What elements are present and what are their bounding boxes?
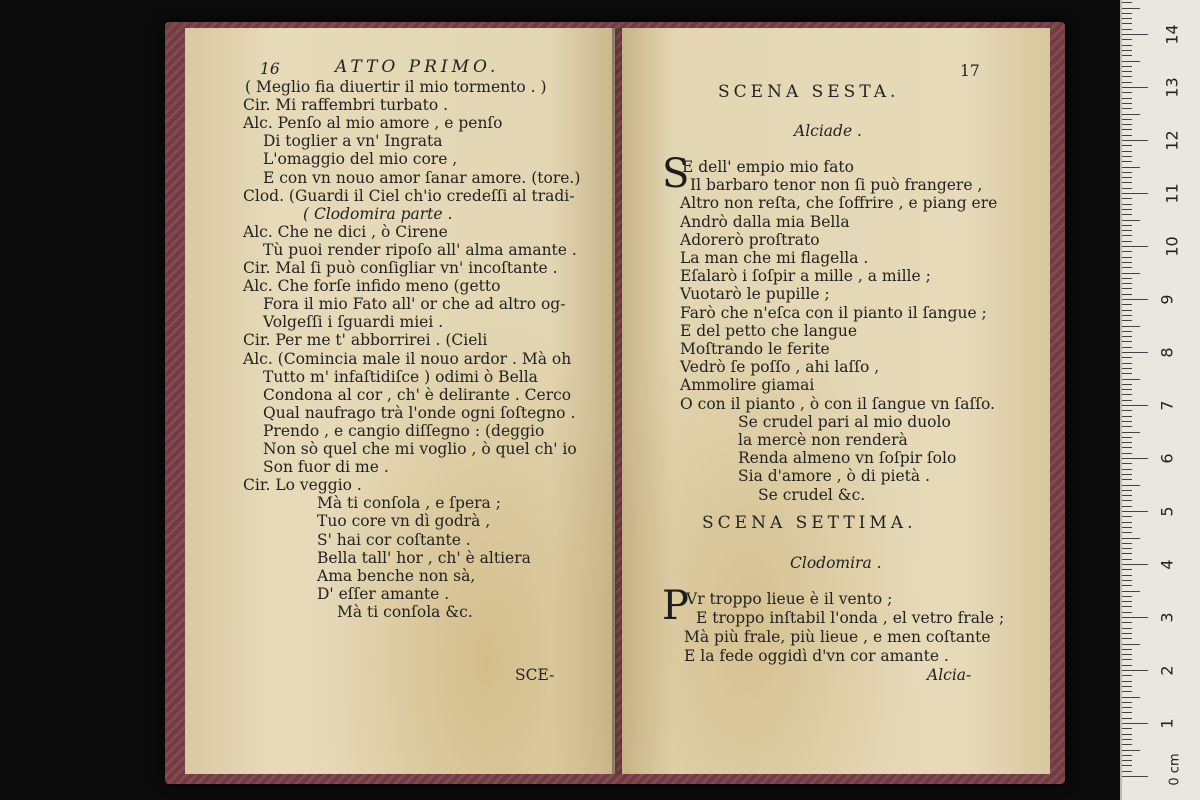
running-head: ATTO PRIMO.	[335, 57, 500, 77]
ruler-tick	[1122, 760, 1132, 761]
ruler-tick	[1122, 728, 1132, 729]
page-number: 16	[260, 60, 280, 78]
ruler-number: 13	[1162, 77, 1182, 98]
ruler-tick	[1122, 273, 1140, 274]
ruler-tick	[1122, 45, 1132, 46]
ruler-tick	[1122, 135, 1132, 136]
text-line: Cir. Lo veggio .	[243, 476, 362, 495]
ruler-number: 2	[1157, 665, 1177, 676]
ruler-number: 3	[1157, 612, 1177, 623]
ruler-tick	[1122, 548, 1132, 549]
page-number: 17	[960, 62, 980, 80]
ruler-tick	[1122, 108, 1132, 109]
ruler-tick	[1122, 612, 1132, 613]
ruler-tick	[1122, 522, 1132, 523]
ruler-tick	[1122, 161, 1132, 162]
ruler-tick	[1122, 681, 1132, 682]
text-line: E troppo inſtabil l'onda , el vetro frale ;	[696, 609, 1005, 627]
ruler-tick	[1122, 177, 1132, 178]
ruler-tick	[1122, 485, 1140, 486]
ruler-tick	[1122, 172, 1132, 173]
text-line: Mà ti conſola , e ſpera ;	[317, 494, 501, 513]
ruler-tick	[1122, 644, 1140, 645]
ruler-tick	[1122, 341, 1132, 342]
ruler-tick	[1122, 294, 1132, 295]
ruler-tick	[1122, 495, 1132, 496]
text-line: Non sò quel che mi voglio , ò quel ch' io	[263, 440, 577, 458]
character-name: Alciade .	[794, 122, 862, 140]
ruler-tick	[1122, 410, 1132, 411]
ruler-tick	[1122, 527, 1132, 528]
ruler-tick	[1122, 458, 1148, 459]
right-page	[622, 28, 1050, 774]
ruler-tick	[1122, 114, 1140, 115]
ruler-tick	[1122, 230, 1132, 231]
ruler-tick	[1122, 304, 1132, 305]
ruler-tick	[1122, 580, 1132, 581]
text-line: Farò che n'eſca con il pianto il ſangue ;	[680, 303, 987, 322]
text-line: Vr troppo lieue è il vento ;	[686, 590, 893, 608]
ruler-tick	[1122, 188, 1132, 189]
text-line: la mercè non renderà	[738, 431, 908, 449]
ruler-tick	[1122, 13, 1132, 14]
ruler-tick	[1122, 2, 1132, 3]
ruler-tick	[1122, 363, 1132, 364]
text-line: O con il pianto , ò con il ſangue vn ſaſſo.	[680, 394, 995, 413]
ruler-tick	[1122, 654, 1132, 655]
ruler-tick	[1122, 34, 1148, 35]
ruler-tick	[1122, 723, 1148, 724]
ruler-tick	[1122, 320, 1132, 321]
ruler-tick	[1122, 702, 1132, 703]
ruler-tick	[1122, 633, 1132, 634]
ruler-tick	[1122, 310, 1132, 311]
text-line: Se crudel &c.	[758, 485, 866, 504]
ruler-tick	[1122, 220, 1140, 221]
ruler-tick	[1122, 198, 1132, 199]
ruler-number: 8	[1157, 347, 1177, 358]
ruler-tick	[1122, 214, 1132, 215]
ruler-tick	[1122, 553, 1132, 554]
ruler-tick	[1122, 500, 1132, 501]
text-line: Se crudel pari al mio duolo	[738, 412, 951, 431]
ruler-tick	[1122, 336, 1132, 337]
ruler-tick	[1122, 426, 1132, 427]
ruler-number: 14	[1162, 24, 1182, 45]
ruler-tick	[1122, 204, 1132, 205]
ruler-tick	[1122, 145, 1132, 146]
ruler-tick	[1122, 670, 1148, 671]
ruler-tick	[1122, 665, 1132, 666]
scene-title: SCENA SETTIMA.	[702, 513, 917, 533]
text-line: Cir. Mi raffembri turbato .	[243, 96, 449, 115]
text-line: Volgeſſi i ſguardi miei .	[263, 313, 444, 332]
ruler-tick	[1122, 532, 1132, 533]
scene-title: SCENA SESTA.	[718, 82, 900, 102]
text-line: Sia d'amore , ò di pietà .	[738, 467, 931, 486]
text-line: Ammolire giamai	[680, 376, 815, 395]
ruler-tick	[1122, 606, 1132, 607]
ruler-tick	[1122, 140, 1148, 141]
text-line: Clod. (Guardi il Ciel ch'io credeſſi al tradi-	[243, 186, 575, 205]
text-line: Adorerò proſtrato	[680, 230, 820, 249]
text-line: E la fede oggidì d'vn cor amante .	[684, 647, 949, 665]
ruler-tick	[1122, 315, 1132, 316]
text-line: Tù puoi render ripoſo all' alma amante .	[263, 240, 577, 259]
text-line: E dell' empio mio fato	[682, 158, 854, 176]
ruler-tick	[1122, 712, 1132, 713]
ruler-tick	[1122, 718, 1132, 719]
text-line: L'omaggio del mio core ,	[263, 150, 458, 169]
drop-cap: P	[662, 583, 689, 629]
ruler-tick	[1122, 384, 1132, 385]
ruler-tick	[1122, 755, 1132, 756]
ruler-number: 6	[1157, 453, 1177, 464]
ruler-number: 1	[1157, 718, 1177, 729]
ruler-tick	[1122, 151, 1132, 152]
ruler-tick	[1122, 92, 1132, 93]
text-line: Qual naufrago trà l'onde ogni ſoſtegno .	[263, 403, 576, 422]
ruler-tick	[1122, 119, 1132, 120]
ruler-tick	[1122, 400, 1132, 401]
text-line: Cir. Per me t' abborrirei . (Cieli	[243, 331, 488, 350]
text-line: Ama benche non sà,	[317, 566, 476, 585]
ruler-tick	[1122, 506, 1132, 507]
ruler-tick	[1122, 601, 1132, 602]
ruler-tick	[1122, 490, 1132, 491]
ruler-tick	[1122, 771, 1132, 772]
ruler-unit: 0 cm	[1167, 753, 1183, 786]
text-line: Mà ti conſola &c.	[337, 602, 473, 621]
ruler-tick	[1122, 262, 1132, 263]
text-line: Alc. Che ne dici , ò Cirene	[243, 222, 448, 241]
text-line: S' hai cor coſtante .	[317, 530, 471, 549]
ruler-tick	[1122, 368, 1132, 369]
ruler-tick	[1122, 447, 1132, 448]
text-line: Alc. Penſo al mio amore , e penſo	[243, 114, 503, 133]
ruler-number: 5	[1157, 506, 1177, 517]
ruler-number: 7	[1157, 400, 1177, 411]
text-line: Condona al cor , ch' è delirante . Cerco	[263, 385, 572, 404]
ruler-tick	[1122, 421, 1132, 422]
ruler-tick	[1122, 575, 1132, 576]
text-line: E del petto che langue	[680, 321, 858, 340]
ruler-tick	[1122, 437, 1132, 438]
ruler-number: 10	[1162, 236, 1182, 257]
ruler-tick	[1122, 622, 1132, 623]
text-line: Eſalarò i ſoſpir a mille , a mille ;	[680, 267, 931, 286]
ruler-tick	[1122, 251, 1132, 252]
text-line: Prendo , e cangio diſſegno : (deggio	[263, 421, 545, 440]
ruler-tick	[1122, 71, 1132, 72]
ruler-tick	[1122, 707, 1132, 708]
ruler-tick	[1122, 734, 1132, 735]
ruler-tick	[1122, 66, 1132, 67]
ruler-tick	[1122, 675, 1132, 676]
ruler-tick	[1122, 543, 1132, 544]
ruler-tick	[1122, 82, 1132, 83]
text-line: Moſtrando le ferite	[680, 340, 830, 358]
ruler-tick	[1122, 246, 1148, 247]
catchword: Alcia-	[927, 666, 972, 684]
ruler-tick	[1122, 129, 1132, 130]
text-line: Son fuor di me .	[263, 458, 389, 477]
text-line: Mà più frale, più lieue , e men coſtante	[684, 628, 991, 646]
ruler-tick	[1122, 686, 1132, 687]
ruler-tick	[1122, 29, 1132, 30]
text-line: E con vn nouo amor ſanar amore. (tore.)	[263, 168, 581, 187]
text-line: Vuotarò le pupille ;	[680, 285, 830, 304]
text-line: Il barbaro tenor non ſi può frangere ,	[690, 176, 983, 195]
ruler-tick	[1122, 649, 1132, 650]
ruler-tick	[1122, 511, 1148, 512]
ruler-tick	[1122, 659, 1132, 660]
ruler-tick	[1122, 739, 1132, 740]
text-line: Andrò dalla mia Bella	[680, 212, 850, 231]
ruler-tick	[1122, 638, 1132, 639]
ruler-number: 9	[1157, 294, 1177, 305]
ruler-tick	[1122, 193, 1148, 194]
ruler-tick	[1122, 416, 1132, 417]
ruler-tick	[1122, 182, 1132, 183]
text-line: Tutto m' infaſtidiſce ) odimi ò Bella	[263, 367, 538, 386]
ruler-tick	[1122, 776, 1148, 777]
ruler-tick	[1122, 373, 1132, 374]
ruler-tick	[1122, 76, 1132, 77]
drop-cap: S	[662, 151, 690, 197]
ruler-tick	[1122, 18, 1132, 19]
ruler-tick	[1122, 442, 1132, 443]
ruler-tick	[1122, 98, 1132, 99]
ruler-tick	[1122, 628, 1132, 629]
text-line: ( Clodomira parte .	[303, 204, 453, 223]
ruler-tick	[1122, 288, 1132, 289]
ruler-tick	[1122, 564, 1148, 565]
ruler-tick	[1122, 352, 1148, 353]
text-line: Alc. (Comincia male il nouo ardor . Mà oh	[243, 349, 572, 368]
ruler-tick	[1122, 357, 1132, 358]
catchword: SCE-	[515, 666, 555, 684]
ruler-tick	[1122, 691, 1132, 692]
ruler-tick	[1122, 559, 1132, 560]
text-line: Vedrò ſe poſſo , ahi laſſo ,	[680, 358, 880, 377]
text-line: Fora il mio Fato all' or che ad altro og-	[263, 295, 566, 314]
ruler-tick	[1122, 278, 1132, 279]
ruler-tick	[1122, 765, 1132, 766]
ruler-tick	[1122, 585, 1132, 586]
text-line: D' eſſer amante .	[317, 584, 450, 603]
ruler-tick	[1122, 8, 1140, 9]
ruler-tick	[1122, 39, 1132, 40]
ruler-tick	[1122, 326, 1140, 327]
ruler-number: 12	[1162, 130, 1182, 151]
ruler-tick	[1122, 379, 1140, 380]
ruler-tick	[1122, 235, 1132, 236]
ruler-tick	[1122, 331, 1132, 332]
ruler-tick	[1122, 55, 1132, 56]
ruler-tick	[1122, 538, 1140, 539]
text-line: Renda almeno vn ſoſpir ſolo	[738, 449, 957, 468]
ruler-tick	[1122, 167, 1140, 168]
ruler-tick	[1122, 225, 1132, 226]
ruler-tick	[1122, 87, 1148, 88]
character-name: Clodomira .	[790, 554, 882, 572]
text-line: Altro non reſta, che ſoffrire , e piang ere	[680, 194, 998, 213]
ruler-tick	[1122, 750, 1140, 751]
text-line: Cir. Mal ſi può conſigliar vn' incoſtante .	[243, 259, 558, 277]
ruler-tick	[1122, 469, 1132, 470]
ruler-tick	[1122, 405, 1148, 406]
ruler-tick	[1122, 453, 1132, 454]
text-line: Alc. Che forſe infido meno (getto	[243, 277, 501, 296]
ruler-number: 11	[1162, 183, 1182, 204]
ruler-tick	[1122, 432, 1140, 433]
ruler-tick	[1122, 299, 1148, 300]
ruler-tick	[1122, 103, 1132, 104]
ruler-tick	[1122, 347, 1132, 348]
ruler-tick	[1122, 283, 1132, 284]
ruler-tick	[1122, 596, 1132, 597]
ruler-tick	[1122, 617, 1148, 618]
ruler-tick	[1122, 257, 1132, 258]
text-line: La man che mi flagella .	[680, 249, 869, 267]
ruler-tick	[1122, 463, 1132, 464]
ruler-tick	[1122, 744, 1132, 745]
ruler-tick	[1122, 50, 1132, 51]
ruler-tick	[1122, 394, 1132, 395]
ruler-tick	[1122, 23, 1132, 24]
ruler-tick	[1122, 479, 1132, 480]
ruler-tick	[1122, 209, 1132, 210]
ruler-tick	[1122, 241, 1132, 242]
ruler-tick	[1122, 61, 1140, 62]
ruler-tick	[1122, 591, 1140, 592]
ruler-tick	[1122, 124, 1132, 125]
ruler-tick	[1122, 697, 1140, 698]
text-line: ( Meglio fia diuertir il mio tormento . )	[245, 78, 547, 96]
ruler-number: 4	[1157, 559, 1177, 570]
ruler-tick	[1122, 267, 1132, 268]
text-line: Bella tall' hor , ch' è altiera	[317, 548, 531, 567]
text-line: Tuo core vn dì godrà ,	[317, 512, 491, 531]
left-page	[185, 28, 615, 774]
measuring-ruler	[1120, 0, 1200, 800]
ruler-tick	[1122, 156, 1132, 157]
ruler-tick	[1122, 474, 1132, 475]
ruler-tick	[1122, 516, 1132, 517]
text-line: Di toglier a vn' Ingrata	[263, 132, 443, 151]
ruler-tick	[1122, 569, 1132, 570]
ruler-tick	[1122, 389, 1132, 390]
